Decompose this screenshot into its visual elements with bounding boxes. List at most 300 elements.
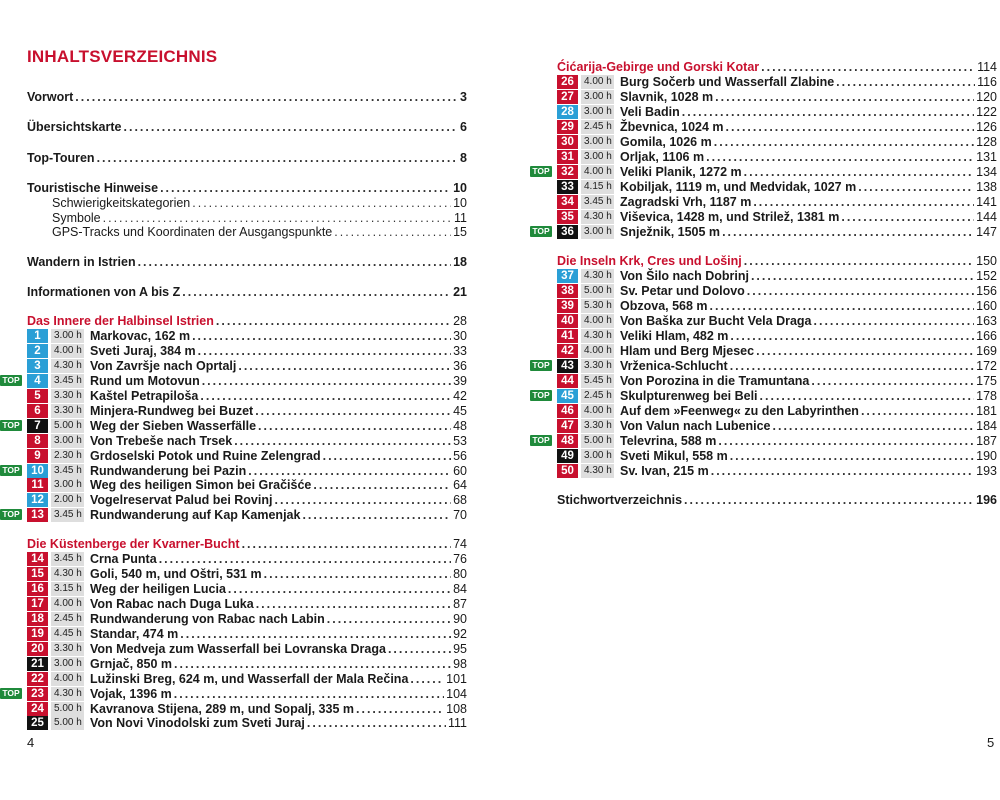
tour-number-badge: 38 — [557, 284, 578, 298]
toc-entry[interactable] — [27, 254, 467, 269]
tour-number-badge: 34 — [557, 195, 578, 209]
top-tour-badge: TOP — [0, 688, 22, 699]
tour-duration: 3.45 h — [581, 195, 614, 209]
toc-tour-entry[interactable] — [557, 74, 997, 89]
entry-title: Kaštel Petrapiloša — [90, 388, 199, 403]
tour-duration: 3.45 h — [51, 508, 84, 522]
entry-page-number: 21 — [453, 284, 467, 299]
entry-title: Rund um Motovun — [90, 373, 200, 388]
entry-title: Wandern in Istrien — [27, 254, 136, 269]
dot-leader — [814, 314, 975, 328]
tour-number-badge: 11 — [27, 478, 48, 492]
toc-tour-entry[interactable] — [27, 715, 467, 730]
tour-duration: 3.00 h — [581, 225, 614, 239]
tour-duration: 3.00 h — [581, 449, 614, 463]
top-tour-badge: TOP — [530, 435, 552, 446]
entry-title: Von Trebeše nach Trsek — [90, 433, 233, 448]
entry-title: Von Porozina in die Tramuntana — [620, 373, 810, 388]
entry-title: Veliki Hlam, 482 m — [620, 328, 729, 343]
dot-leader — [174, 687, 444, 701]
dot-leader — [228, 582, 451, 596]
tour-number-badge: 50 — [557, 464, 578, 478]
tour-number-badge: 37 — [557, 269, 578, 283]
entry-title: Übersichtskarte — [27, 119, 122, 134]
entry-page-number: 15 — [453, 224, 467, 239]
dot-leader — [722, 225, 974, 239]
tour-duration: 4.15 h — [581, 180, 614, 194]
tour-duration: 3.45 h — [51, 374, 84, 388]
toc-tour-entry[interactable] — [557, 343, 997, 358]
dot-leader — [234, 434, 451, 448]
tour-duration: 4.00 h — [581, 75, 614, 89]
tour-number-badge: 21 — [27, 657, 48, 671]
entry-page-number: 144 — [976, 209, 997, 224]
tour-duration: 4.30 h — [51, 687, 84, 701]
dot-leader — [238, 359, 451, 373]
dot-leader — [160, 181, 451, 195]
entry-page-number: 92 — [453, 626, 467, 641]
toc-tour-entry[interactable] — [27, 463, 467, 478]
entry-page-number: 30 — [453, 328, 467, 343]
toc-tour-entry[interactable] — [557, 448, 997, 463]
tour-duration: 3.30 h — [581, 359, 614, 373]
toc-tour-entry[interactable] — [557, 373, 997, 388]
tour-duration: 3.00 h — [51, 434, 84, 448]
entry-title: Grdoselski Potok und Ruine Zelengrad — [90, 448, 321, 463]
toc-entry[interactable] — [27, 150, 467, 165]
dot-leader — [313, 478, 451, 492]
tour-duration: 3.45 h — [51, 464, 84, 478]
tour-number-badge: 16 — [27, 582, 48, 596]
entry-title: Von Valun nach Lubenice — [620, 418, 771, 433]
dot-leader — [388, 642, 451, 656]
entry-title: Burg Sočerb und Wasserfall Zlabine — [620, 74, 835, 89]
entry-page-number: 90 — [453, 611, 467, 626]
dot-leader — [726, 120, 975, 134]
tour-number-badge: 43 — [557, 359, 578, 373]
tour-duration: 3.00 h — [581, 105, 614, 119]
toc-tour-entry[interactable] — [27, 343, 467, 358]
tour-number-badge: 5 — [27, 389, 48, 403]
entry-page-number: 114 — [977, 59, 997, 74]
dot-leader — [264, 567, 452, 581]
tour-number-badge: 22 — [27, 672, 48, 686]
dot-leader — [715, 90, 974, 104]
tour-number-badge: 15 — [27, 567, 48, 581]
page-number-left: 4 — [27, 735, 35, 750]
entry-page-number: 152 — [976, 268, 997, 283]
entry-title: Veliki Planik, 1272 m — [620, 164, 742, 179]
tour-duration: 3.00 h — [581, 150, 614, 164]
entry-page-number: 172 — [976, 358, 997, 373]
toc-tour-entry[interactable] — [27, 671, 467, 686]
entry-title: Lužinski Breg, 624 m, und Wasserfall der Mala Rečina — [90, 671, 409, 686]
tour-number-badge: 7 — [27, 419, 48, 433]
entry-title: Vogelreservat Palud bei Rovinj — [90, 492, 273, 507]
toc-tour-entry[interactable] — [27, 388, 467, 403]
dot-leader — [302, 508, 451, 522]
toc-entry[interactable] — [52, 224, 467, 239]
entry-page-number: 150 — [976, 253, 997, 268]
dot-leader — [773, 419, 975, 433]
tour-number-badge: 45 — [557, 389, 578, 403]
top-tour-badge: TOP — [0, 420, 22, 431]
entry-title: Auf dem »Feenweg« zu den Labyrinthen — [620, 403, 859, 418]
entry-page-number: 95 — [453, 641, 467, 656]
entry-page-number: 76 — [453, 551, 467, 566]
entry-page-number: 181 — [976, 403, 997, 418]
tour-duration: 3.00 h — [581, 135, 614, 149]
entry-title: Weg des heiligen Simon bei Gračišće — [90, 477, 312, 492]
entry-page-number: 10 — [453, 180, 467, 195]
entry-page-number: 56 — [453, 448, 467, 463]
entry-title: Skulpturenweg bei Beli — [620, 388, 758, 403]
dot-leader — [718, 434, 974, 448]
tour-duration: 5.00 h — [51, 419, 84, 433]
dot-leader — [756, 344, 974, 358]
dot-leader — [334, 225, 451, 239]
entry-page-number: 122 — [976, 104, 997, 119]
toc-tour-entry[interactable] — [557, 388, 997, 403]
toc-tour-entry[interactable] — [557, 164, 997, 179]
tour-duration: 3.00 h — [51, 657, 84, 671]
toc-tour-entry[interactable] — [27, 433, 467, 448]
tour-duration: 3.30 h — [51, 642, 84, 656]
dot-leader — [744, 254, 974, 268]
tour-number-badge: 39 — [557, 299, 578, 313]
entry-page-number: 120 — [976, 89, 997, 104]
tour-duration: 2.30 h — [51, 449, 84, 463]
tour-number-badge: 26 — [557, 75, 578, 89]
dot-leader — [753, 195, 974, 209]
entry-page-number: 166 — [976, 328, 997, 343]
entry-title: Kobiljak, 1119 m, und Medvidak, 1027 m — [620, 179, 857, 194]
dot-leader — [242, 537, 452, 551]
entry-page-number: 111 — [447, 715, 467, 730]
page-title: INHALTSVERZEICHNIS — [27, 47, 218, 66]
top-tour-badge: TOP — [530, 226, 552, 237]
entry-page-number: 126 — [976, 119, 997, 134]
entry-title: Das Innere der Halbinsel Istrien — [27, 313, 214, 328]
dot-leader — [327, 612, 451, 626]
entry-page-number: 169 — [976, 343, 997, 358]
dot-leader — [182, 285, 451, 299]
toc-tour-entry[interactable] — [27, 566, 467, 581]
tour-duration: 3.30 h — [581, 419, 614, 433]
toc-tour-entry[interactable] — [27, 448, 467, 463]
dot-leader — [730, 359, 974, 373]
dot-leader — [192, 196, 451, 210]
entry-title: Sveti Mikul, 558 m — [620, 448, 728, 463]
entry-title: Von Medveja zum Wasserfall bei Lovranska Draga — [90, 641, 386, 656]
toc-entry[interactable] — [27, 119, 467, 134]
toc-tour-entry[interactable] — [557, 268, 997, 283]
tour-duration: 3.30 h — [51, 389, 84, 403]
top-tour-badge: TOP — [0, 375, 22, 386]
entry-page-number: 33 — [453, 343, 467, 358]
toc-section-heading[interactable] — [557, 253, 997, 268]
toc-tour-entry[interactable] — [27, 403, 467, 418]
toc-tour-entry[interactable] — [27, 358, 467, 373]
entry-title: Von Završje nach Oprtalj — [90, 358, 237, 373]
entry-page-number: 11 — [454, 210, 467, 225]
toc-tour-entry[interactable] — [27, 656, 467, 671]
entry-page-number: 6 — [460, 119, 467, 134]
dot-leader — [811, 374, 974, 388]
tour-number-badge: 36 — [557, 225, 578, 239]
entry-title: Stichwortverzeichnis — [557, 492, 683, 507]
tour-number-badge: 3 — [27, 359, 48, 373]
entry-title: Snježnik, 1505 m — [620, 224, 721, 239]
toc-tour-entry[interactable] — [557, 224, 997, 239]
tour-duration: 5.00 h — [51, 702, 84, 716]
tour-number-badge: 28 — [557, 105, 578, 119]
toc-tour-entry[interactable] — [27, 492, 467, 507]
entry-title: Markovac, 162 m — [90, 328, 191, 343]
top-tour-badge: TOP — [0, 465, 22, 476]
entry-page-number: 156 — [976, 283, 997, 298]
entry-title: Weg der Sieben Wasserfälle — [90, 418, 257, 433]
tour-duration: 4.30 h — [581, 329, 614, 343]
toc-tour-entry[interactable] — [557, 283, 997, 298]
dot-leader — [198, 344, 451, 358]
toc-tour-entry[interactable] — [557, 209, 997, 224]
tour-duration: 4.00 h — [581, 344, 614, 358]
tour-number-badge: 30 — [557, 135, 578, 149]
tour-duration: 3.00 h — [51, 329, 84, 343]
tour-number-badge: 40 — [557, 314, 578, 328]
tour-duration: 4.30 h — [581, 464, 614, 478]
toc-entry[interactable] — [27, 89, 467, 104]
tour-duration: 4.00 h — [51, 344, 84, 358]
entry-page-number: 163 — [976, 313, 997, 328]
tour-duration: 2.45 h — [581, 120, 614, 134]
entry-page-number: 178 — [976, 388, 997, 403]
toc-tour-entry[interactable] — [27, 611, 467, 626]
tour-number-badge: 27 — [557, 90, 578, 104]
entry-title: Von Šilo nach Dobrinj — [620, 268, 749, 283]
toc-tour-entry[interactable] — [27, 596, 467, 611]
top-tour-badge: TOP — [0, 509, 22, 520]
toc-tour-entry[interactable] — [557, 104, 997, 119]
toc-entry[interactable] — [27, 284, 467, 299]
toc-tour-entry[interactable] — [27, 581, 467, 596]
entry-page-number: 184 — [976, 418, 997, 433]
tour-number-badge: 25 — [27, 716, 48, 730]
tour-duration: 4.30 h — [581, 269, 614, 283]
tour-duration: 5.45 h — [581, 374, 614, 388]
dot-leader — [103, 211, 452, 225]
entry-title: Symbole — [52, 210, 101, 225]
entry-page-number: 74 — [453, 536, 467, 551]
toc-tour-entry[interactable] — [27, 686, 467, 701]
entry-page-number: 193 — [976, 463, 997, 478]
toc-tour-entry[interactable] — [557, 194, 997, 209]
tour-number-badge: 6 — [27, 404, 48, 418]
entry-page-number: 196 — [976, 492, 997, 507]
toc-tour-entry[interactable] — [557, 298, 997, 313]
tour-duration: 4.30 h — [581, 210, 614, 224]
tour-duration: 3.00 h — [581, 90, 614, 104]
dot-leader — [248, 464, 451, 478]
dot-leader — [747, 284, 974, 298]
tour-duration: 2.45 h — [51, 612, 84, 626]
entry-page-number: 48 — [453, 418, 467, 433]
tour-number-badge: 32 — [557, 165, 578, 179]
page-number-right: 5 — [987, 735, 995, 750]
toc-tour-entry[interactable] — [557, 119, 997, 134]
entry-page-number: 64 — [453, 477, 467, 492]
dot-leader — [730, 449, 974, 463]
dot-leader — [174, 657, 451, 671]
tour-number-badge: 20 — [27, 642, 48, 656]
toc-tour-entry[interactable] — [557, 89, 997, 104]
entry-page-number: 128 — [976, 134, 997, 149]
dot-leader — [356, 702, 444, 716]
tour-number-badge: 12 — [27, 493, 48, 507]
tour-duration: 5.00 h — [581, 284, 614, 298]
dot-leader — [730, 329, 974, 343]
toc-entry[interactable] — [52, 210, 467, 225]
entry-title: Touristische Hinweise — [27, 180, 159, 195]
entry-title: Weg der heiligen Lucia — [90, 581, 226, 596]
toc-tour-entry[interactable] — [27, 641, 467, 656]
toc-entry[interactable] — [27, 180, 467, 195]
entry-title: Ćićarija-Gebirge und Gorski Kotar — [557, 59, 760, 74]
dot-leader — [836, 75, 975, 89]
tour-number-badge: 41 — [557, 329, 578, 343]
entry-page-number: 80 — [453, 566, 467, 581]
entry-title: Sveti Juraj, 384 m — [90, 343, 196, 358]
entry-title: Zagradski Vrh, 1187 m — [620, 194, 752, 209]
toc-tour-entry[interactable] — [557, 403, 997, 418]
entry-title: Gomila, 1026 m — [620, 134, 712, 149]
tour-duration: 3.00 h — [51, 478, 84, 492]
toc-section-heading[interactable] — [27, 536, 467, 551]
tour-number-badge: 47 — [557, 419, 578, 433]
entry-page-number: 138 — [976, 179, 997, 194]
toc-section-heading[interactable] — [557, 59, 997, 74]
tour-number-badge: 17 — [27, 597, 48, 611]
toc-tour-entry[interactable] — [557, 328, 997, 343]
entry-page-number: 141 — [976, 194, 997, 209]
entry-page-number: 8 — [460, 150, 467, 165]
entry-title: Die Inseln Krk, Cres und Lošinj — [557, 253, 742, 268]
entry-page-number: 60 — [453, 463, 467, 478]
dot-leader — [75, 90, 458, 104]
entry-page-number: 70 — [453, 507, 467, 522]
entry-title: Rundwanderung auf Kap Kamenjak — [90, 507, 301, 522]
entry-page-number: 147 — [976, 224, 997, 239]
toc-tour-entry[interactable] — [557, 358, 997, 373]
entry-page-number: 101 — [446, 671, 467, 686]
entry-title: Crna Punta — [90, 551, 157, 566]
dot-leader — [861, 404, 974, 418]
entry-page-number: 175 — [976, 373, 997, 388]
dot-leader — [216, 314, 451, 328]
dot-leader — [274, 493, 451, 507]
tour-number-badge: 19 — [27, 627, 48, 641]
toc-tour-entry[interactable] — [557, 463, 997, 478]
entry-title: Slavnik, 1028 m — [620, 89, 714, 104]
entry-title: Vojak, 1396 m — [90, 686, 172, 701]
toc-entry[interactable] — [52, 195, 467, 210]
toc-tour-entry[interactable] — [27, 551, 467, 566]
tour-duration: 5.30 h — [581, 299, 614, 313]
toc-tour-entry[interactable] — [557, 418, 997, 433]
dot-leader — [159, 552, 451, 566]
dot-leader — [684, 493, 974, 507]
dot-leader — [258, 419, 451, 433]
dot-leader — [744, 165, 975, 179]
tour-duration: 3.45 h — [51, 552, 84, 566]
dot-leader — [255, 404, 451, 418]
toc-tour-entry[interactable] — [557, 179, 997, 194]
toc-tour-entry[interactable] — [27, 701, 467, 716]
entry-page-number: 3 — [460, 89, 467, 104]
entry-page-number: 190 — [976, 448, 997, 463]
tour-duration: 4.30 h — [51, 359, 84, 373]
dot-leader — [256, 597, 451, 611]
toc-tour-entry[interactable] — [27, 507, 467, 522]
tour-number-badge: 9 — [27, 449, 48, 463]
entry-page-number: 134 — [976, 164, 997, 179]
tour-number-badge: 24 — [27, 702, 48, 716]
entry-page-number: 108 — [446, 701, 467, 716]
entry-page-number: 28 — [453, 313, 467, 328]
entry-page-number: 45 — [453, 403, 467, 418]
toc-tour-entry[interactable] — [27, 373, 467, 388]
entry-page-number: 116 — [977, 74, 997, 89]
entry-page-number: 104 — [446, 686, 467, 701]
dot-leader — [711, 464, 974, 478]
tour-number-badge: 46 — [557, 404, 578, 418]
toc-section-heading[interactable] — [27, 313, 467, 328]
tour-number-badge: 44 — [557, 374, 578, 388]
toc-tour-entry[interactable] — [27, 418, 467, 433]
toc-tour-entry[interactable] — [27, 626, 467, 641]
entry-title: Schwierigkeitskategorien — [52, 195, 191, 210]
dot-leader — [710, 299, 975, 313]
entry-page-number: 131 — [976, 149, 997, 164]
dot-leader — [180, 627, 451, 641]
tour-duration: 4.00 h — [51, 597, 84, 611]
tour-duration: 2.45 h — [581, 389, 614, 403]
top-tour-badge: TOP — [530, 166, 552, 177]
entry-title: Vorwort — [27, 89, 74, 104]
toc-tour-entry[interactable] — [557, 134, 997, 149]
entry-title: Standar, 474 m — [90, 626, 179, 641]
entry-title: Informationen von A bis Z — [27, 284, 181, 299]
toc-tour-entry[interactable] — [27, 328, 467, 343]
tour-number-badge: 14 — [27, 552, 48, 566]
toc-entry[interactable] — [557, 492, 997, 507]
toc-tour-entry[interactable] — [557, 433, 997, 448]
entry-title: Von Novi Vinodolski zum Sveti Juraj — [90, 715, 305, 730]
tour-duration: 4.45 h — [51, 627, 84, 641]
entry-title: Rundwanderung von Rabac nach Labin — [90, 611, 325, 626]
tour-duration: 3.30 h — [51, 404, 84, 418]
entry-title: Minjera-Rundweg bei Buzet — [90, 403, 254, 418]
toc-tour-entry[interactable] — [557, 313, 997, 328]
dot-leader — [124, 120, 459, 134]
entry-page-number: 84 — [453, 581, 467, 596]
top-tour-badge: TOP — [530, 360, 552, 371]
tour-duration: 5.00 h — [51, 716, 84, 730]
toc-tour-entry[interactable] — [27, 477, 467, 492]
toc-tour-entry[interactable] — [557, 149, 997, 164]
dot-leader — [841, 210, 974, 224]
